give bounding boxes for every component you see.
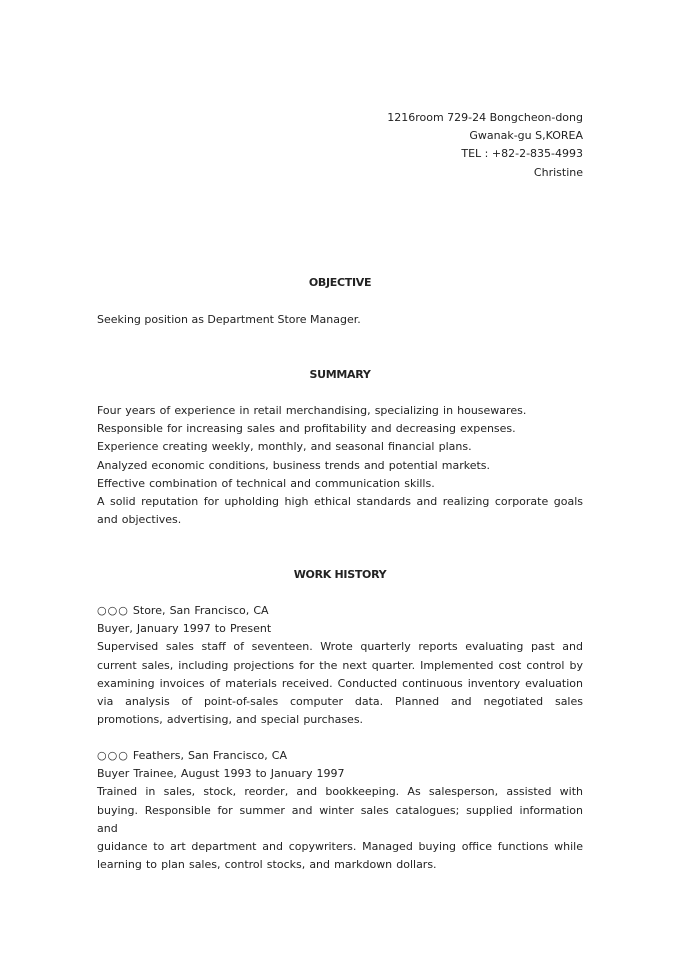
bullet-symbol: ○○○ [97,604,129,617]
address-line-2: Gwanak-gu S,KOREA [469,129,583,143]
job-description-line: Trained in sales, stock, reorder, and bookkeeping. As salesperson, assisted with [97,785,583,799]
applicant-name: Christine [533,165,583,179]
phone-number: TEL : +82-2-835-4993 [461,147,583,161]
summary-line: A solid reputation for upholding high ethical standards and realizing corporate goals [97,495,583,509]
address-line-1: 1216room 729-24 Bongcheon-dong [387,111,583,124]
work-history-heading: WORK HISTORY [293,568,387,581]
job-company [97,747,583,765]
job-description-line: via analysis of point-of-sales computer data. Planned and negotiated sales [97,695,583,709]
summary-line: and objectives. [97,513,182,527]
summary-line: Experience creating weekly, monthly, and seasonal financial plans. [97,440,472,454]
job-entry-2 [97,747,583,874]
job-description-line: buying. Responsible for summer and winter sales catalogues; supplied information and [97,803,583,835]
objective-heading: OBJECTIVE [308,276,372,289]
contact-block [387,109,583,182]
job-description-line: Supervised sales staff of seventeen. Wrote quarterly reports evaluating past and [97,640,583,654]
job-company [97,602,583,620]
bullet-symbol: ○○○ [97,749,129,762]
job-description-line: promotions, advertising, and special purchases. [97,713,364,727]
company-name: Feathers, San Francisco, CA [132,749,288,762]
objective-text [97,311,583,329]
summary-line: Four years of experience in retail merchandising, specializing in housewares. [97,404,527,417]
summary-line: Responsible for increasing sales and profitability and decreasing expenses. [97,422,516,436]
summary-heading: SUMMARY [309,368,371,381]
job-title: Buyer Trainee, August 1993 to January 1997 [97,767,345,781]
summary-line: Analyzed economic conditions, business trends and potential markets. [97,458,491,472]
job-entry-1 [97,602,583,729]
company-name: Store, San Francisco, CA [132,604,269,617]
job-title: Buyer, January 1997 to Present [97,622,272,636]
job-description-line: current sales, including projections for the next quarter. Implemented cost control by [97,658,583,672]
job-description-line: examining invoices of materials received. Conducted continuous inventory evaluation [97,676,583,690]
summary-list [97,402,583,529]
job-description-line: learning to plan sales, control stocks, and markdown dollars. [97,858,437,872]
job-description-line: guidance to art department and copywriters. Managed buying office functions while [97,840,583,854]
objective-line: Seeking position as Department Store Manager. [97,313,361,326]
summary-line: Effective combination of technical and communication skills. [97,476,435,490]
